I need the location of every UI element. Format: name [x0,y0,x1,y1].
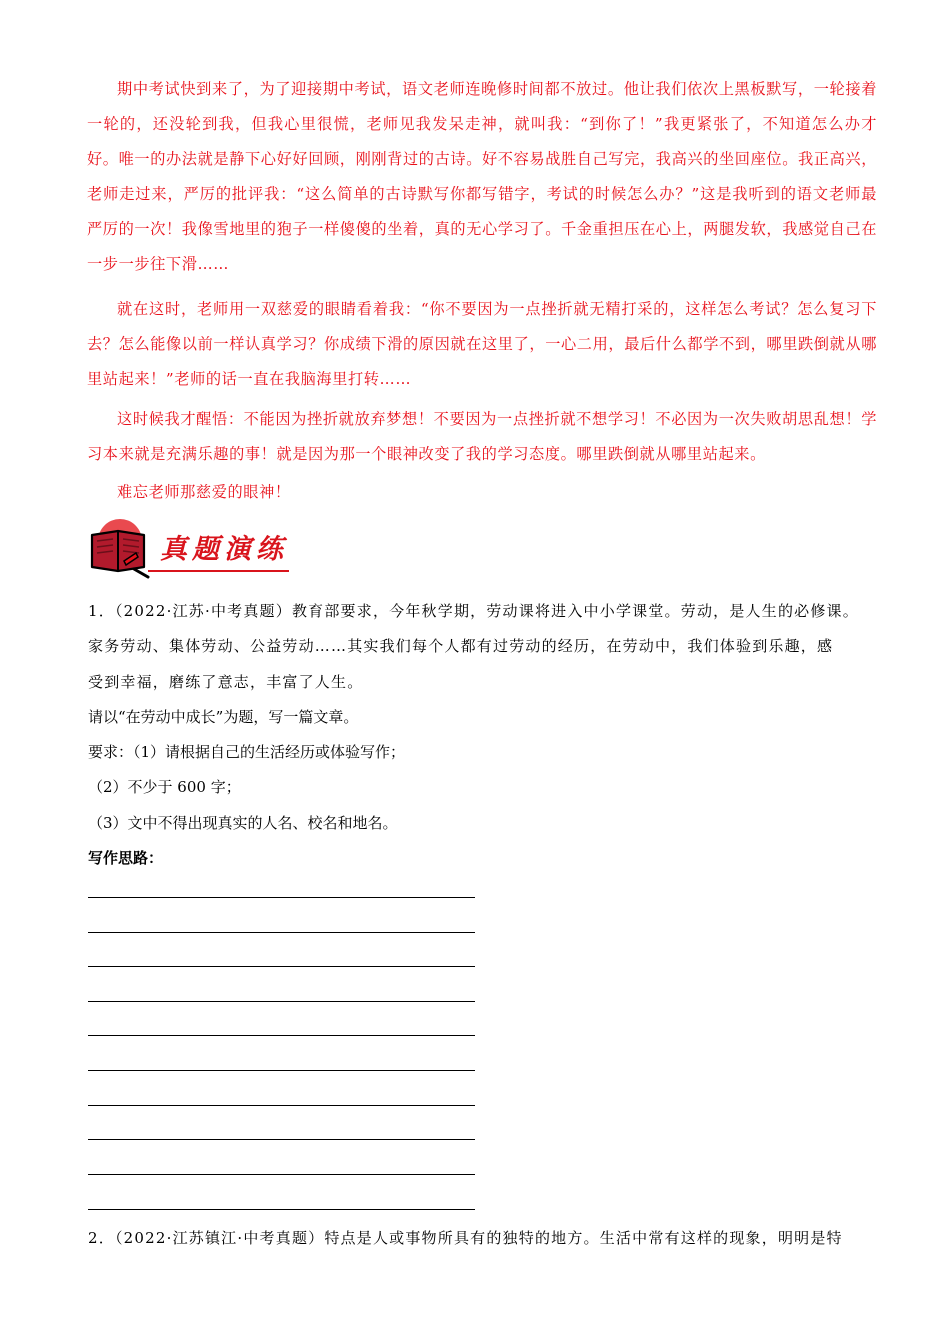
answer-line[interactable] [88,1105,475,1106]
question-1-line-3: 受到幸福，磨练了意志，丰富了人生。 [88,673,364,691]
question-1-line-1: 1．（2022·江苏·中考真题）教育部要求，今年秋学期，劳动课将进入中小学课堂。劳动，是人生的必修课。 [88,602,859,620]
question-1-prompt: 请以“在劳动中成长”为题，写一篇文章。 [88,708,359,726]
section-title: 真题演练 [160,534,288,565]
book-icon [88,527,152,579]
question-1-line-2: 家务劳动、集体劳动、公益劳动……其实我们每个人都有过劳动的经历，在劳动中，我们体验到乐趣，感 [88,637,834,655]
answer-line[interactable] [88,1174,475,1175]
question-2-line-1: 2．（2022·江苏镇江·中考真题）特点是人或事物所具有的独特的地方。生活中常有这样的现象，明明是特 [88,1229,843,1247]
essay-paragraph-4: 难忘老师那慈爱的眼神！ [117,483,291,501]
essay-paragraph-3: 这时候我才醒悟：不能因为挫折就放弃梦想！不要因为一点挫折就不想学习！不必因为一次失败胡思乱想！学习本来就是充满乐趣的事！就是因为那一个眼神改变了我的学习态度。哪里跌倒就从哪里站起来。 [87,410,877,463]
question-1-requirement-1: 要求：（1）请根据自己的生活经历或体验写作； [88,743,406,761]
answer-line[interactable] [88,1070,475,1071]
essay-paragraph-2: 就在这时，老师用一双慈爱的眼睛看着我：“你不要因为一点挫折就无精打采的，这样怎么考试？怎么复习下去？怎么能像以前一样认真学习？你成绩下滑的原因就在这里了，一心二用，最后什么都学不到，哪里跌倒就从哪里站起来！”老师的话一直在我脑海里打转…… [87,300,877,388]
answer-line[interactable] [88,932,475,933]
essay-paragraph-1: 期中考试快到来了，为了迎接期中考试，语文老师连晚修时间都不放过。他让我们依次上黑板默写，一轮接着一轮的，还没轮到我，但我心里很慌，老师见我发呆走神，就叫我：“到你了！”我更紧张了，不知道怎么办才好。唯一的办法就是静下心好好回顾，刚刚背过的古诗。好不容易战胜自己写完，我高兴的坐回座位。我正高兴，老师走过来，严厉的批评我：“这么简单的古诗默写你都写错字，考试的时候怎么办？”这是我听到的语文老师最严厉的一次！我像雪地里的狍子一样傻傻的坐着，真的无心学习了。千金重担压在心上，两腿发软，我感觉自己在一步一步往下滑…… [87,80,877,273]
section-header [88,519,298,579]
writing-thinking-label: 写作思路： [88,849,164,867]
question-1-requirement-3: （3）文中不得出现真实的人名、校名和地名。 [88,814,398,832]
answer-line[interactable] [88,1001,475,1002]
answer-line[interactable] [88,1139,475,1140]
answer-line[interactable] [88,897,475,898]
answer-line[interactable] [88,1209,475,1210]
header-underline [148,570,289,572]
question-1-requirement-2: （2）不少于 600 字； [88,778,241,796]
answer-line[interactable] [88,1035,475,1036]
answer-line[interactable] [88,966,475,967]
